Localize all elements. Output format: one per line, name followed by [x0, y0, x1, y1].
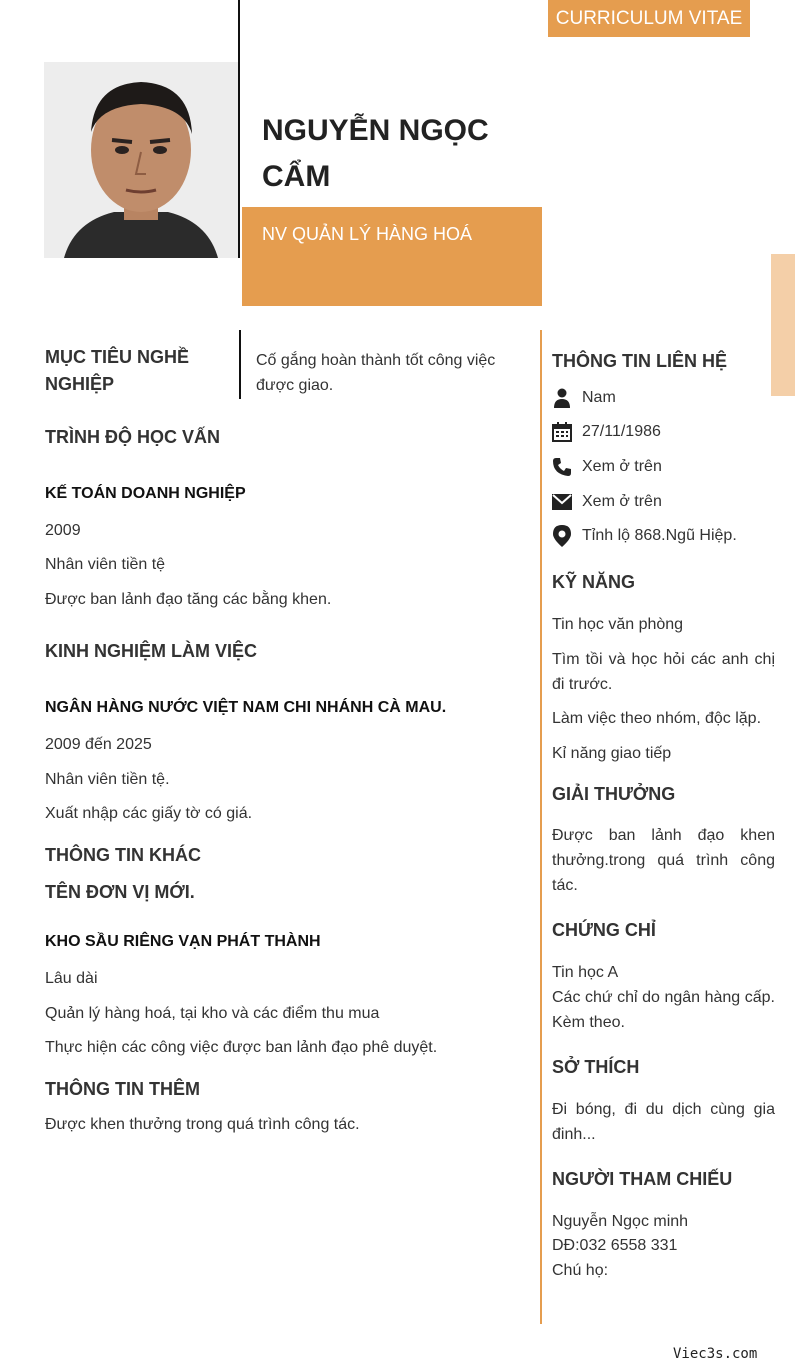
objective-section [45, 330, 525, 400]
location-pin-icon [552, 526, 572, 546]
calendar-icon [552, 422, 572, 442]
phone-icon [552, 457, 572, 477]
other-entry: KHO SẦU RIÊNG VẠN PHÁT THÀNH [45, 933, 321, 950]
contact-dob [552, 422, 661, 442]
photo-divider [238, 0, 240, 258]
objective-divider [239, 330, 241, 399]
other-line: Thực hiện các công việc được ban lảnh đạo phê duyệt. [45, 1039, 438, 1056]
envelope-icon [552, 492, 572, 512]
hobbies-heading: SỞ THÍCH [552, 1057, 640, 1077]
contact-address-text: Tỉnh lộ 868.Ngũ Hiệp. [582, 527, 737, 544]
candidate-name: NGUYỄN NGỌC CẨM [262, 114, 489, 193]
experience-line: 2009 đến 2025 [45, 736, 152, 753]
other-line: Quản lý hàng hoá, tại kho và các điểm thu mua [45, 1005, 380, 1022]
column-divider [540, 330, 542, 1324]
education-entry: KẾ TOÁN DOANH NGHIỆP [45, 485, 246, 502]
awards-heading: GIẢI THƯỞNG [552, 784, 676, 804]
skill-item: Kỉ năng giao tiếp [552, 745, 672, 762]
objective-heading: MỤC TIÊU NGHỀ NGHIỆP [45, 347, 189, 394]
watermark: Viec3s.com [673, 1346, 758, 1362]
profile-photo [44, 62, 238, 258]
other-subheading: TÊN ĐƠN VỊ MỚI. [45, 882, 195, 902]
reference-line: DĐ:032 6558 331 [552, 1237, 678, 1254]
reference-line: Nguyễn Ngọc minh [552, 1213, 689, 1230]
reference-line: Chú họ: [552, 1262, 609, 1279]
awards-text: Được ban lảnh đạo khen thưởng.trong quá trình công tác. [552, 827, 775, 894]
contact-dob-text: 27/11/1986 [582, 423, 661, 440]
contact-heading: THÔNG TIN LIÊN HỆ [552, 351, 727, 371]
skills-heading: KỸ NĂNG [552, 572, 636, 592]
references-heading: NGƯỜI THAM CHIẾU [552, 1169, 733, 1189]
contact-address [552, 526, 737, 546]
job-title-box [242, 207, 542, 306]
skill-item: Tin học văn phòng [552, 616, 684, 633]
experience-entry: NGÂN HÀNG NƯỚC VIỆT NAM CHI NHÁNH CÀ MAU. [45, 699, 447, 716]
certificate-line: Các chứ chỉ do ngân hàng cấp. Kèm theo. [552, 989, 775, 1031]
contact-email-text: Xem ở trên [582, 493, 662, 510]
contact-email [552, 492, 662, 512]
contact-phone-text: Xem ở trên [582, 458, 662, 475]
other-line: Lâu dài [45, 970, 98, 987]
skill-item: Làm việc theo nhóm, độc lặp. [552, 710, 762, 727]
skill-item: Tìm tồi và học hỏi các anh chị đi trước. [552, 651, 775, 693]
education-line: Nhân viên tiền tệ [45, 556, 166, 573]
other-heading: THÔNG TIN KHÁC [45, 845, 201, 865]
experience-line: Nhân viên tiền tệ. [45, 771, 170, 788]
side-tab [771, 254, 795, 396]
certificates-heading: CHỨNG CHỈ [552, 920, 656, 940]
certificate-line: Tin học A [552, 964, 619, 981]
person-icon [552, 388, 572, 408]
experience-heading: KINH NGHIỆM LÀM VIỆC [45, 641, 258, 661]
contact-phone [552, 457, 662, 477]
experience-line: Xuất nhập các giấy tờ có giá. [45, 805, 253, 822]
extra-heading: THÔNG TIN THÊM [45, 1079, 200, 1099]
cv-badge: CURRICULUM VITAE [548, 0, 750, 37]
education-line: Được ban lảnh đạo tăng các bằng khen. [45, 591, 332, 608]
contact-gender [552, 388, 616, 408]
job-title: NV QUẢN LÝ HÀNG HOÁ [262, 224, 473, 244]
hobbies-text: Đi bóng, đi du dịch cùng gia đinh... [552, 1101, 775, 1143]
education-line: 2009 [45, 522, 81, 539]
objective-text: Cố gắng hoàn thành tốt công việc được giao. [256, 352, 496, 394]
contact-gender-text: Nam [582, 389, 616, 406]
education-heading: TRÌNH ĐỘ HỌC VẤN [45, 427, 220, 447]
extra-text: Được khen thưởng trong quá trình công tác. [45, 1116, 360, 1133]
left-column [45, 330, 525, 1133]
